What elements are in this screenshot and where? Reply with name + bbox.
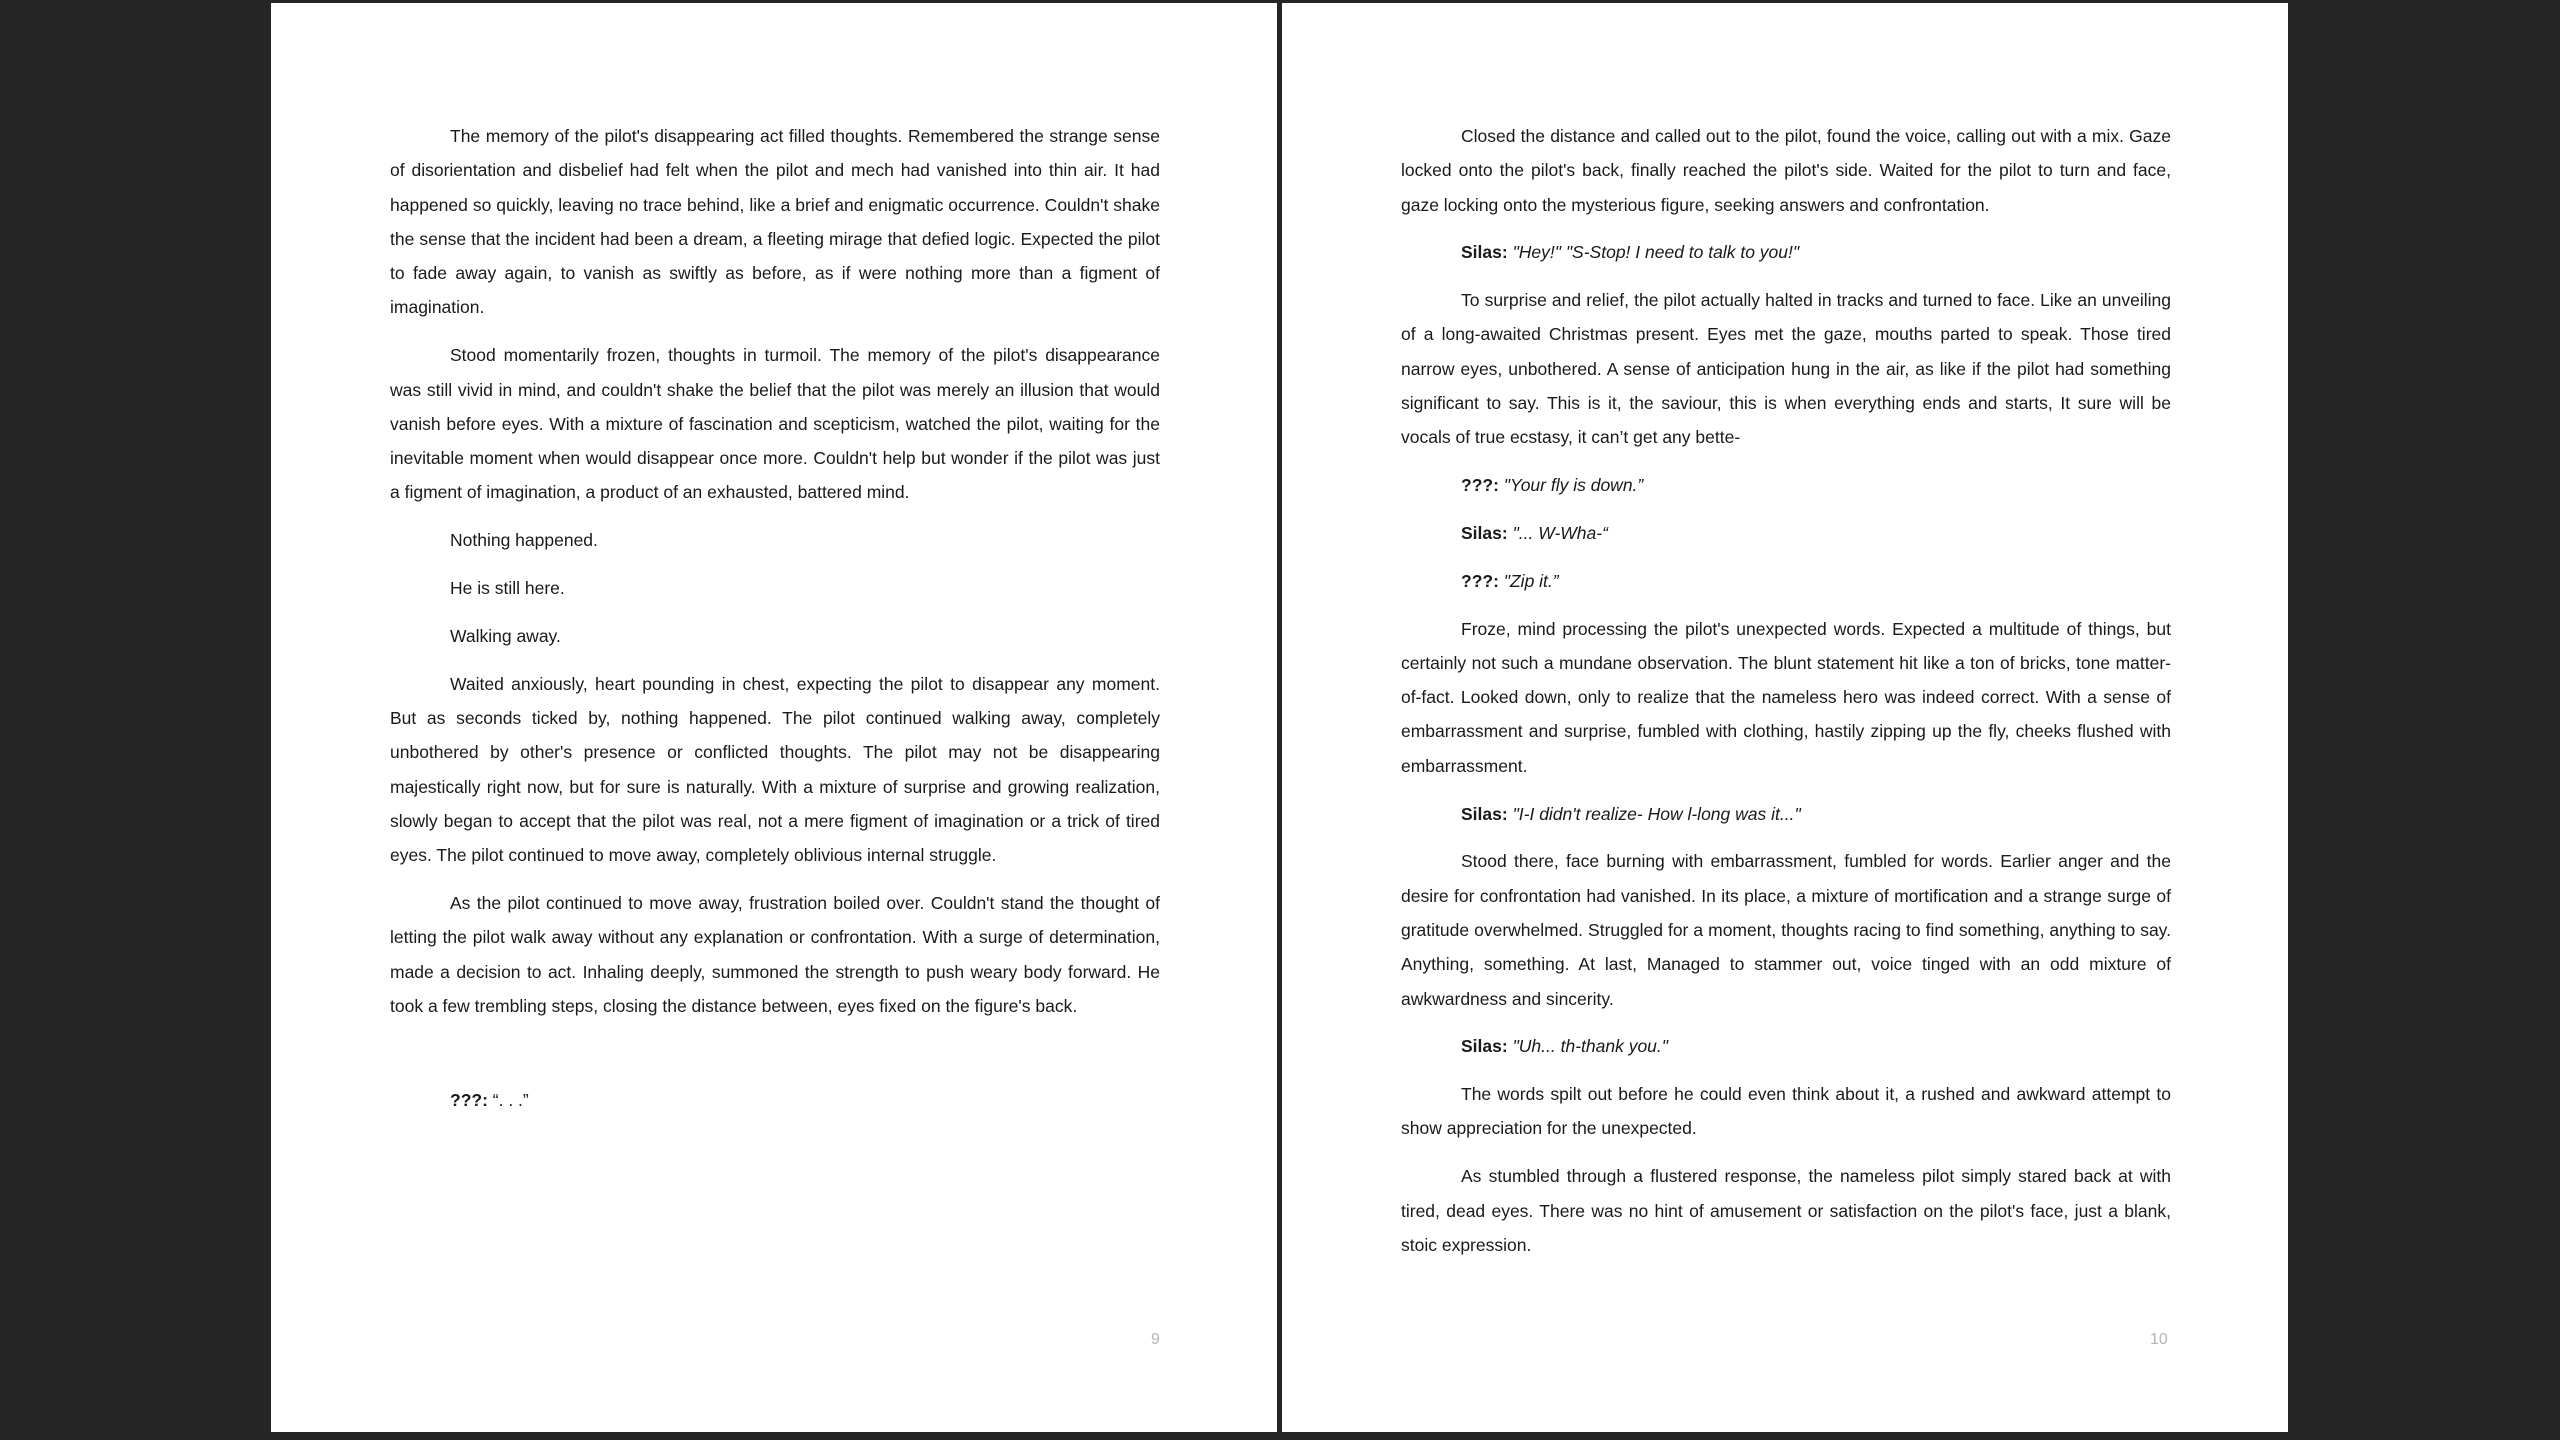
speaker-name: Silas: bbox=[1461, 803, 1508, 824]
dialogue-line bbox=[1461, 516, 2171, 550]
page-number: 10 bbox=[2150, 1331, 2168, 1348]
speaker-name: ???: bbox=[1461, 475, 1499, 496]
paragraph: Stood there, face burning with embarrassment, fumbled for words. Earlier anger and the desire for confrontation had vanished. In its place, a mixture of mortification and a strange surge of gratitude overwhelmed. Struggled for a moment, thoughts racing to find something, anything to say. Anything, something. At last, Managed to stammer out, voice tinged with an odd mixture of awkwardness and sincerity. bbox=[1401, 851, 2171, 1009]
speech-text: "Uh... th-thank you." bbox=[1512, 1036, 1668, 1057]
speech-text: "Your fly is down.” bbox=[1503, 475, 1644, 496]
paragraph: The memory of the pilot's disappearing act filled thoughts. Remembered the strange sense of disorientation and disbelief had felt when the pilot and mech had vanished into thin air. It had happened so quickly, leaving no trace behind, like a brief and enigmatic occurrence. Couldn't shake the sense that the incident had been a dream, a fleeting mirage that defied logic. Expected the pilot to fade away again, to vanish as swiftly as before, as if were nothing more than a figment of imagination. bbox=[390, 126, 1160, 318]
paragraph: The words spilt out before he could even think about it, a rushed and awkward attempt to show appreciation for the unexpected. bbox=[1401, 1084, 2171, 1139]
dialogue-line bbox=[1461, 797, 2171, 831]
dialogue-line bbox=[450, 1083, 1160, 1117]
dialogue-line bbox=[1461, 564, 2171, 598]
paragraph: To surprise and relief, the pilot actually halted in tracks and turned to face. Like an unveiling of a long-awaited Christmas present. Eyes met the gaze, mouths parted to speak. Those tired narrow eyes, unbothered. A sense of anticipation hung in the air, as like if the pilot had something significant to say. This is it, the saviour, this is when everything ends and starts, It sure will be vocals of true ecstasy, it can’t get any bette- bbox=[1401, 290, 2171, 448]
page-text-body bbox=[1401, 119, 2171, 1276]
speaker-name: Silas: bbox=[1461, 522, 1508, 543]
paragraph: As the pilot continued to move away, frustration boiled over. Couldn't stand the thought of letting the pilot walk away without any explanation or confrontation. With a surge of determination, made a decision to act. Inhaling deeply, summoned the strength to push weary body forward. He took a few trembling steps, closing the distance between, eyes fixed on the figure's back. bbox=[390, 892, 1160, 1016]
speech-text: "I-I didn't realize- How l-long was it..." bbox=[1512, 803, 1801, 824]
paragraph: Waited anxiously, heart pounding in chest, expecting the pilot to disappear any moment. But as seconds ticked by, nothing happened. The pilot continued walking away, completely unbothered by other's presence or conflicted thoughts. The pilot may not be disappearing majestically right now, but for sure is naturally. With a mixture of surprise and growing realization, slowly began to accept that the pilot was real, not a mere figment of imagination or a trick of tired eyes. The pilot continued to move away, completely oblivious internal struggle. bbox=[390, 673, 1160, 866]
speaker-name: ???: bbox=[450, 1090, 488, 1111]
short-line: Nothing happened. bbox=[450, 530, 598, 551]
paragraph: Stood momentarily frozen, thoughts in turmoil. The memory of the pilot's disappearance was still vivid in mind, and couldn't shake the belief that the pilot was merely an illusion that would vanish before eyes. With a mixture of fascination and scepticism, watched the pilot, waiting for the inevitable moment when would disappear once more. Couldn't help but wonder if the pilot was just a figment of imagination, a product of an exhausted, battered mind. bbox=[390, 345, 1160, 503]
speech-text: “. . .” bbox=[492, 1090, 529, 1111]
speaker-name: Silas: bbox=[1461, 242, 1508, 263]
page-9 bbox=[271, 3, 1277, 1432]
dialogue-line bbox=[1461, 1029, 2171, 1063]
speaker-name: ???: bbox=[1461, 570, 1499, 591]
speech-text: "... W-Wha-“ bbox=[1512, 522, 1608, 543]
page-10 bbox=[1282, 3, 2288, 1432]
page-number: 9 bbox=[1151, 1331, 1160, 1348]
dialogue-line bbox=[1461, 235, 2171, 269]
paragraph: Froze, mind processing the pilot's unexpected words. Expected a multitude of things, but certainly not such a mundane observation. The blunt statement hit like a ton of bricks, tone matter-of-fact. Looked down, only to realize that the nameless hero was indeed correct. With a sense of embarrassment and surprise, fumbled with clothing, hastily zipping up the fly, cheeks flushed with embarrassment. bbox=[1401, 618, 2171, 776]
paragraph: Closed the distance and called out to the pilot, found the voice, calling out with a mix. Gaze locked onto the pilot's back, finally reached the pilot's side. Waited for the pilot to turn and face, gaze locking onto the mysterious figure, seeking answers and confrontation. bbox=[1401, 126, 2171, 215]
short-line: Walking away. bbox=[450, 625, 561, 646]
paragraph: As stumbled through a flustered response, the nameless pilot simply stared back at with tired, dead eyes. There was no hint of amusement or satisfaction on the pilot's face, just a blank, stoic expression. bbox=[1401, 1166, 2171, 1255]
page-text-body bbox=[390, 119, 1160, 1131]
dialogue-line bbox=[1461, 468, 2171, 502]
short-line: He is still here. bbox=[450, 578, 565, 599]
speech-text: "Zip it.” bbox=[1503, 570, 1559, 591]
speech-text: "Hey!" "S-Stop! I need to talk to you!" bbox=[1512, 242, 1800, 263]
speaker-name: Silas: bbox=[1461, 1036, 1508, 1057]
